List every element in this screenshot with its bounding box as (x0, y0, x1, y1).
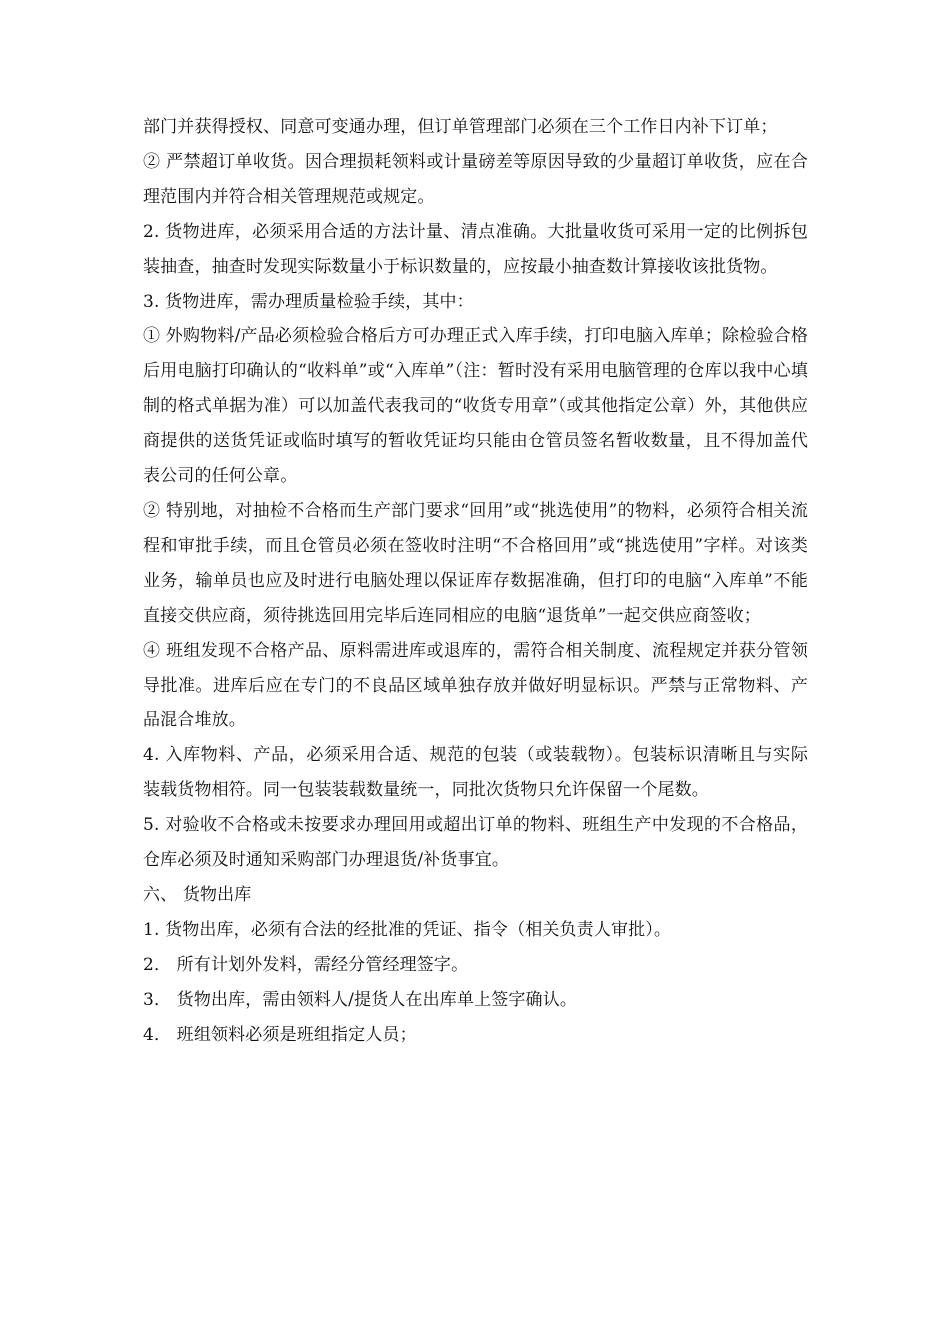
section-heading: 六、 货物出库 (143, 884, 252, 905)
paragraph: ① 外购物料/产品必须检验合格后方可办理正式入库手续，打印电脑入库单；除检验合格后用电脑打印确认的“收料单”或“入库单”（注：暂时没有采用电脑管理的仓库以我中心填制的格式单据为准）可以加盖代表我司的“收货专用章”（或其他指定公章）外，其他供应商提供的送货凭证或临时填写的暂收凭证均只能由仓管员签名暂收数量，且不得加盖代表公司的任何公章。 (143, 326, 808, 487)
paragraph: 2． 所有计划外发料，需经分管经理签字。 (143, 954, 469, 975)
paragraph: 3. 货物进库，需办理质量检验手续，其中： (143, 291, 474, 312)
paragraph: 4. 入库物料、产品，必须采用合适、规范的包装（或装载物）。包装标识清晰且与实际装载货物相符。同一包装装载数量统一，同批次货物只允许保留一个尾数。 (143, 745, 808, 801)
paragraph: 2. 货物进库，必须采用合适的方法计量、清点准确。大批量收货可采用一定的比例拆包装抽查，抽查时发现实际数量小于标识数量的，应按最小抽查数计算接收该批货物。 (143, 221, 808, 277)
paragraph: 部门并获得授权、同意可变通办理，但订单管理部门必须在三个工作日内补下订单； (143, 117, 778, 137)
paragraph: 5. 对验收不合格或未按要求办理回用或超出订单的物料、班组生产中发现的不合格品，仓库必须及时通知采购部门办理退货/补货事宜。 (143, 815, 808, 871)
paragraph: ② 特别地，对抽检不合格而生产部门要求“回用”或“挑选使用”的物料，必须符合相关流程和审批手续，而且仓管员必须在签收时注明“不合格回用”或“挑选使用”字样。对该类业务，输单员也应及时进行电脑处理以保证库存数据准确，但打印的电脑“入库单”不能直接交供应商，须待挑选回用完毕后连同相应的电脑“退货单”一起交供应商签收； (143, 500, 808, 626)
paragraph: ④ 班组发现不合格产品、原料需进库或退库的，需符合相关制度、流程规定并获分管领导批准。进库后应在专门的不良品区域单独存放并做好明显标识。严禁与正常物料、产品混合堆放。 (143, 640, 808, 731)
paragraph: ② 严禁超订单收货。因合理损耗领料或计量磅差等原因导致的少量超订单收货，应在合理范围内并符合相关管理规范或规定。 (143, 151, 808, 207)
document-body (143, 110, 808, 1052)
paragraph: 4． 班组领料必须是班组指定人员； (143, 1024, 417, 1045)
paragraph: 1. 货物出库，必须有合法的经批准的凭证、指令（相关负责人审批）。 (143, 919, 672, 940)
paragraph: 3． 货物出库，需由领料人/提货人在出库单上签字确认。 (143, 989, 577, 1010)
